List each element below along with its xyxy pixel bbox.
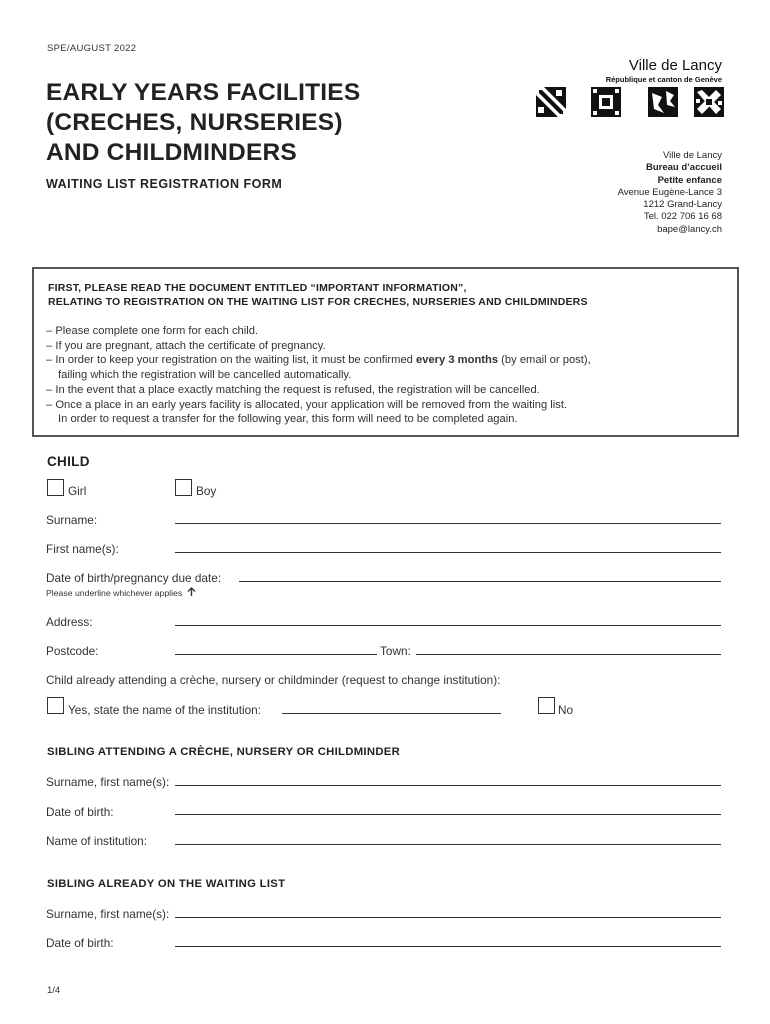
contact-phone: Tel. 022 706 16 68 (643, 211, 722, 223)
info-heading-line-1: FIRST, PLEASE READ THE DOCUMENT ENTITLED “IMPORTANT INFORMATION”, (48, 282, 467, 294)
child-address-field[interactable] (175, 625, 721, 626)
sibling-waiting-heading: SIBLING ALREADY ON THE WAITING LIST (47, 878, 286, 890)
info-heading-line-2: RELATING TO REGISTRATION ON THE WAITING LIST FOR CRECHES, NURSERIES AND CHILDMINDERS (48, 296, 588, 308)
child-surname-label: Surname: (46, 513, 98, 527)
page-title (46, 78, 360, 168)
sibling-attending-names-label: Surname, first name(s): (46, 775, 170, 789)
boy-label: Boy (196, 484, 217, 498)
heraldic-shield-icon (536, 87, 566, 117)
sibling-waiting-names-field[interactable] (175, 917, 721, 918)
girl-checkbox[interactable] (47, 479, 64, 496)
contact-email[interactable]: bape@lancy.ch (657, 223, 722, 235)
child-dob-label: Date of birth/pregnancy due date: (46, 571, 222, 585)
sibling-institution-field[interactable] (175, 844, 721, 845)
info-bullet-3-continued: failing which the registration will be cancelled automatically. (58, 369, 352, 382)
crossed-arrows-emblem-icon (694, 87, 724, 117)
sibling-waiting-dob-field[interactable] (175, 946, 721, 947)
page-number: 1/4 (47, 985, 61, 996)
sibling-attending-heading: SIBLING ATTENDING A CRÈCHE, NURSERY OR CHILDMINDER (47, 746, 401, 758)
child-first-names-label: First name(s): (46, 542, 119, 556)
child-town-label: Town: (380, 644, 411, 658)
info-bullet-3-text: – In order to keep your registration on the waiting list, it must be confirmed (46, 354, 416, 367)
contact-dept-2: Petite enfance (657, 174, 722, 186)
child-postcode-label: Postcode: (46, 644, 99, 658)
child-postcode-field[interactable] (175, 654, 377, 655)
attending-yes-label: Yes, state the name of the institution: (68, 703, 262, 717)
sibling-attending-dob-field[interactable] (175, 814, 721, 815)
contact-street: Avenue Eugène-Lance 3 (617, 186, 722, 198)
info-bullet-3-text-end: (by email or post), (498, 354, 591, 367)
info-bullet-3-emphasis: every 3 months (416, 354, 499, 367)
title-line-1: EARLY YEARS FACILITIES (46, 79, 361, 106)
contact-city: 1212 Grand-Lancy (643, 199, 722, 211)
eagle-key-emblem-icon (648, 87, 678, 117)
brand-tagline: République et canton de Genève (605, 75, 722, 84)
contact-org: Ville de Lancy (663, 150, 722, 161)
info-bullet-list (46, 324, 591, 427)
important-info-box (32, 267, 739, 437)
sibling-waiting-dob-label: Date of birth: (46, 936, 114, 950)
contact-block (618, 150, 722, 236)
info-heading (48, 281, 588, 309)
arrow-up-icon (187, 587, 196, 599)
boy-checkbox[interactable] (175, 479, 192, 496)
sibling-attending-names-field[interactable] (175, 785, 721, 786)
document-reference: SPE/AUGUST 2022 (47, 43, 137, 54)
sibling-institution-label: Name of institution: (46, 834, 147, 848)
attending-yes-checkbox[interactable] (47, 697, 64, 714)
info-bullet-2: – If you are pregnant, attach the certificate of pregnancy. (46, 339, 326, 352)
child-dob-field[interactable] (239, 581, 721, 582)
tower-emblem-icon (591, 87, 621, 117)
girl-label: Girl (68, 484, 87, 498)
child-town-field[interactable] (416, 654, 721, 655)
title-line-2: (CRECHES, NURSERIES) (46, 109, 343, 136)
child-surname-field[interactable] (175, 523, 721, 524)
child-first-names-field[interactable] (175, 552, 721, 553)
attending-question: Child already attending a crèche, nursery or childminder (request to change institution): (46, 673, 501, 687)
attending-no-label: No (558, 703, 574, 717)
sibling-waiting-names-label: Surname, first name(s): (46, 907, 170, 921)
info-bullet-4: – In the event that a place exactly matching the request is refused, the registration will be cancelled. (46, 383, 540, 396)
coat-of-arms-logos (536, 87, 724, 117)
dob-note (46, 587, 196, 599)
info-bullet-5: – Once a place in an early years facility is allocated, your application will be removed from the waiting list. (46, 398, 568, 411)
attending-no-checkbox[interactable] (538, 697, 555, 714)
brand-name: Ville de Lancy (628, 57, 722, 74)
sibling-attending-dob-label: Date of birth: (46, 805, 114, 819)
child-address-label: Address: (46, 615, 93, 629)
info-bullet-5-continued: In order to request a transfer for the following year, this form will need to be completed again. (58, 413, 518, 426)
form-subtitle: WAITING LIST REGISTRATION FORM (46, 177, 283, 191)
dob-note-text: Please underline whichever applies (46, 588, 183, 598)
title-line-3: AND CHILDMINDERS (46, 139, 297, 166)
institution-name-field[interactable] (282, 713, 501, 714)
info-bullet-3 (46, 353, 591, 368)
info-bullet-1: – Please complete one form for each child. (46, 325, 259, 337)
contact-dept-1: Bureau d’accueil (645, 162, 722, 174)
child-section-heading: CHILD (47, 454, 90, 469)
